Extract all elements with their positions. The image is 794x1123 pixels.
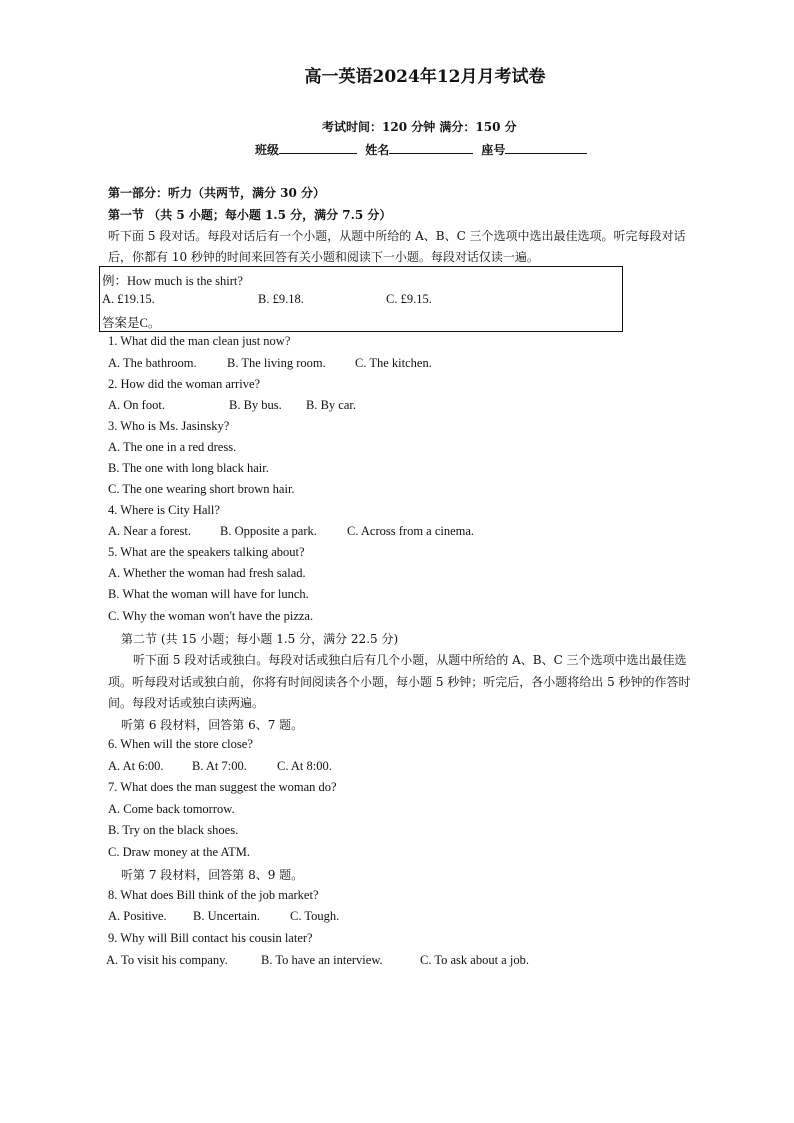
q8-option-b[interactable]: B. Uncertain.: [193, 909, 260, 923]
question-8: 8. What does Bill think of the job market?: [108, 888, 319, 902]
section2-instruction-line2: 项。听每段对话或独白前，你将有时间阅读各个小题，每小题 5 秒钟；听完后，各小题将给出 5 秒钟的作答时: [108, 675, 691, 689]
section2-heading: 第二节 (共 15 小题；每小题 1.5 分，满分 22.5 分): [121, 632, 399, 646]
q4-option-b[interactable]: B. Opposite a park.: [220, 524, 317, 538]
question-2: 2. How did the woman arrive?: [108, 377, 261, 391]
exam-info: 考试时间：120 分钟 满分：150 分: [322, 120, 517, 134]
example-option-a: A. £19.15.: [102, 292, 155, 306]
seat-blank[interactable]: [505, 141, 587, 154]
section2-instruction-line3: 间。每段对话或独白读两遍。: [108, 696, 265, 710]
q2-option-a[interactable]: A. On foot.: [108, 398, 165, 412]
question-7: 7. What does the man suggest the woman do?: [108, 780, 337, 794]
question-1: 1. What did the man clean just now?: [108, 334, 291, 348]
q6-option-c[interactable]: C. At 8:00.: [277, 759, 332, 773]
q3-option-a[interactable]: A. The one in a red dress.: [108, 440, 237, 454]
q8-option-a[interactable]: A. Positive.: [108, 909, 167, 923]
q3-option-c[interactable]: C. The one wearing short brown hair.: [108, 482, 295, 496]
page-title: 高一英语2024年12月月考试卷: [304, 67, 546, 87]
material-7-heading: 听第 7 段材料，回答第 8、9 题。: [121, 868, 304, 882]
student-info-fields: [255, 141, 587, 158]
q1-option-c[interactable]: C. The kitchen.: [355, 356, 432, 370]
q6-option-a[interactable]: A. At 6:00.: [108, 759, 164, 773]
name-blank[interactable]: [389, 141, 473, 154]
q7-option-a[interactable]: A. Come back tomorrow.: [108, 802, 235, 816]
question-3: 3. Who is Ms. Jasinsky?: [108, 419, 230, 433]
material-6-heading: 听第 6 段材料，回答第 6、7 题。: [121, 718, 304, 732]
q3-option-b[interactable]: B. The one with long black hair.: [108, 461, 269, 475]
q7-option-b[interactable]: B. Try on the black shoes.: [108, 823, 239, 837]
example-option-c: C. £9.15.: [386, 292, 432, 306]
q8-option-c[interactable]: C. Tough.: [290, 909, 340, 923]
section2-instruction-line1: 听下面 5 段对话或独白。每段对话或独白后有几个小题，从题中所给的 A、B、C 三个选项中选出最佳选: [133, 653, 687, 667]
q2-option-c[interactable]: B. By car.: [306, 398, 356, 412]
q2-option-b[interactable]: B. By bus.: [229, 398, 282, 412]
question-4: 4. Where is City Hall?: [108, 503, 220, 517]
class-blank[interactable]: [279, 141, 357, 154]
seat-label: 座号: [481, 143, 506, 157]
q9-option-c[interactable]: C. To ask about a job.: [420, 953, 529, 967]
name-label: 姓名: [365, 143, 390, 157]
q1-option-a[interactable]: A. The bathroom.: [108, 356, 197, 370]
q5-option-a[interactable]: A. Whether the woman had fresh salad.: [108, 566, 306, 580]
q7-option-c[interactable]: C. Draw money at the ATM.: [108, 845, 250, 859]
q1-option-b[interactable]: B. The living room.: [227, 356, 326, 370]
q6-option-b[interactable]: B. At 7:00.: [192, 759, 247, 773]
q4-option-a[interactable]: A. Near a forest.: [108, 524, 191, 538]
section1-heading: 第一节 （共 5 小题；每小题 1.5 分，满分 7.5 分）: [108, 208, 392, 222]
q9-option-b[interactable]: B. To have an interview.: [261, 953, 383, 967]
class-label: 班级: [255, 143, 280, 157]
q4-option-c[interactable]: C. Across from a cinema.: [347, 524, 475, 538]
question-6: 6. When will the store close?: [108, 737, 253, 751]
question-9: 9. Why will Bill contact his cousin later?: [108, 931, 313, 945]
q9-option-a[interactable]: A. To visit his company.: [106, 953, 228, 967]
q5-option-b[interactable]: B. What the woman will have for lunch.: [108, 587, 309, 601]
example-question: 例：How much is the shirt?: [102, 274, 243, 288]
q5-option-c[interactable]: C. Why the woman won't have the pizza.: [108, 609, 314, 623]
question-5: 5. What are the speakers talking about?: [108, 545, 305, 559]
section1-instruction-line1: 听下面 5 段对话。每段对话后有一个小题，从题中所给的 A、B、C 三个选项中选出最佳选项。听完每段对话: [108, 229, 686, 243]
part1-heading: 第一部分：听力（共两节，满分 30 分）: [108, 186, 326, 200]
example-option-b: B. £9.18.: [258, 292, 304, 306]
section1-instruction-line2: 后，你都有 10 秒钟的时间来回答有关小题和阅读下一小题。每段对话仅读一遍。: [108, 250, 539, 264]
example-answer: 答案是C。: [102, 316, 161, 330]
